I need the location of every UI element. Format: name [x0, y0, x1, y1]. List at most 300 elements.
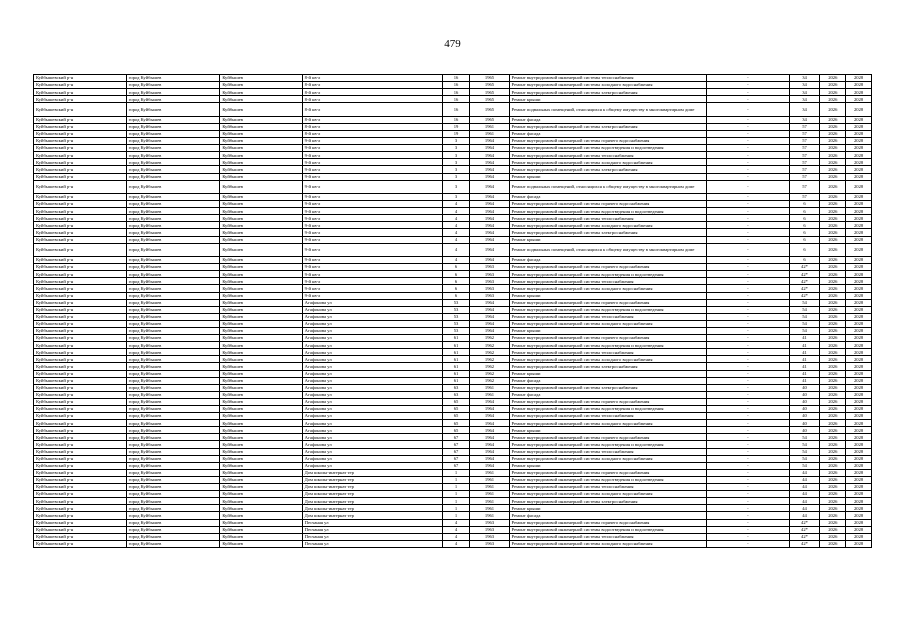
build-year-cell: 1963	[470, 533, 509, 540]
dash-cell: -	[707, 349, 789, 356]
work-type-cell: Ремонт внутридомовой инженерной системы электроснабжения	[509, 363, 707, 370]
locality-cell: город Куйбышев	[126, 96, 220, 103]
street-cell: Дом школы-интернат тер	[302, 484, 442, 491]
work-type-cell: Ремонт внутридомовой инженерной системы холодного водоснабжения	[509, 356, 707, 363]
value-cell: 54	[789, 462, 820, 469]
city-cell: Куйбышев	[220, 292, 302, 299]
locality-cell: город Куйбышев	[126, 116, 220, 123]
house-number-cell: 1	[442, 512, 470, 519]
table-row	[34, 208, 872, 215]
work-type-cell: Ремонт крыши	[509, 370, 707, 377]
locality-cell: город Куйбышев	[126, 313, 220, 320]
city-cell: Куйбышев	[220, 194, 302, 201]
build-year-cell: 1961	[470, 469, 509, 476]
end-year-cell: 2028	[846, 82, 872, 89]
locality-cell: город Куйбышев	[126, 434, 220, 441]
value-cell: 54	[789, 448, 820, 455]
city-cell: Куйбышев	[220, 313, 302, 320]
dash-cell: -	[707, 299, 789, 306]
district-cell: Куйбышевский р-н	[34, 299, 127, 306]
value-cell: 41	[789, 377, 820, 384]
street-cell: 9-й кв-л	[302, 201, 442, 208]
district-cell: Куйбышевский р-н	[34, 215, 127, 222]
end-year-cell: 2028	[846, 229, 872, 236]
city-cell: Куйбышев	[220, 327, 302, 334]
city-cell: Куйбышев	[220, 201, 302, 208]
house-number-cell: 4	[442, 201, 470, 208]
work-type-cell: Ремонт внутридомовой инженерной системы теплоснабжения	[509, 215, 707, 222]
work-type-cell: Ремонт внутридомовой инженерной системы горячего водоснабжения	[509, 398, 707, 405]
start-year-cell: 2026	[820, 342, 846, 349]
value-cell: 41	[789, 363, 820, 370]
dash-cell: -	[707, 526, 789, 533]
work-type-cell: Ремонт внутридомовой инженерной системы водоотведения и водоотведения	[509, 271, 707, 278]
city-cell: Куйбышев	[220, 236, 302, 243]
end-year-cell: 2028	[846, 166, 872, 173]
dash-cell: -	[707, 166, 789, 173]
value-cell: 57	[789, 138, 820, 145]
city-cell: Куйбышев	[220, 512, 302, 519]
district-cell: Куйбышевский р-н	[34, 257, 127, 264]
table-row	[34, 215, 872, 222]
end-year-cell: 2028	[846, 512, 872, 519]
start-year-cell: 2026	[820, 363, 846, 370]
locality-cell: город Куйбышев	[126, 398, 220, 405]
locality-cell: город Куйбышев	[126, 420, 220, 427]
value-cell: 6	[789, 201, 820, 208]
street-cell: Агафонова ул	[302, 413, 442, 420]
house-number-cell: 67	[442, 448, 470, 455]
end-year-cell: 2028	[846, 278, 872, 285]
city-cell: Куйбышев	[220, 222, 302, 229]
value-cell: 34	[789, 116, 820, 123]
start-year-cell: 2026	[820, 222, 846, 229]
dash-cell: -	[707, 103, 789, 116]
work-type-cell: Ремонт подвальных помещений, относящихся к общему имуществу в многоквартирном доме	[509, 103, 707, 116]
street-cell: 8-й кв-л	[302, 96, 442, 103]
value-cell: 42*	[789, 292, 820, 299]
dash-cell: -	[707, 313, 789, 320]
table-row	[34, 448, 872, 455]
end-year-cell: 2028	[846, 391, 872, 398]
work-type-cell: Ремонт внутридомовой инженерной системы теплоснабжения	[509, 349, 707, 356]
house-number-cell: 61	[442, 370, 470, 377]
locality-cell: город Куйбышев	[126, 349, 220, 356]
start-year-cell: 2026	[820, 313, 846, 320]
district-cell: Куйбышевский р-н	[34, 469, 127, 476]
house-number-cell: 63	[442, 384, 470, 391]
district-cell: Куйбышевский р-н	[34, 441, 127, 448]
start-year-cell: 2026	[820, 349, 846, 356]
table-row	[34, 377, 872, 384]
table-row	[34, 441, 872, 448]
end-year-cell: 2028	[846, 491, 872, 498]
locality-cell: город Куйбышев	[126, 519, 220, 526]
build-year-cell: 1964	[470, 327, 509, 334]
end-year-cell: 2028	[846, 342, 872, 349]
city-cell: Куйбышев	[220, 356, 302, 363]
dash-cell: -	[707, 406, 789, 413]
house-number-cell: 4	[442, 229, 470, 236]
locality-cell: город Куйбышев	[126, 384, 220, 391]
street-cell: 9-й кв-л	[302, 152, 442, 159]
district-cell: Куйбышевский р-н	[34, 243, 127, 256]
table-row	[34, 299, 872, 306]
end-year-cell: 2028	[846, 271, 872, 278]
work-type-cell: Ремонт фасада	[509, 116, 707, 123]
work-type-cell: Ремонт фасада	[509, 130, 707, 137]
city-cell: Куйбышев	[220, 278, 302, 285]
build-year-cell: 1964	[470, 152, 509, 159]
district-cell: Куйбышевский р-н	[34, 201, 127, 208]
street-cell: Агафонова ул	[302, 377, 442, 384]
table-row	[34, 180, 872, 193]
build-year-cell: 1965	[470, 89, 509, 96]
build-year-cell: 1963	[470, 519, 509, 526]
value-cell: 57	[789, 194, 820, 201]
dash-cell: -	[707, 413, 789, 420]
start-year-cell: 2026	[820, 484, 846, 491]
start-year-cell: 2026	[820, 491, 846, 498]
house-number-cell: 3	[442, 159, 470, 166]
locality-cell: город Куйбышев	[126, 194, 220, 201]
value-cell: 41	[789, 370, 820, 377]
district-cell: Куйбышевский р-н	[34, 173, 127, 180]
start-year-cell: 2026	[820, 201, 846, 208]
end-year-cell: 2028	[846, 469, 872, 476]
district-cell: Куйбышевский р-н	[34, 491, 127, 498]
dash-cell: -	[707, 130, 789, 137]
house-number-cell: 3	[442, 173, 470, 180]
street-cell: Агафонова ул	[302, 462, 442, 469]
dash-cell: -	[707, 116, 789, 123]
street-cell: Агафонова ул	[302, 434, 442, 441]
value-cell: 40	[789, 398, 820, 405]
value-cell: 57	[789, 159, 820, 166]
city-cell: Куйбышев	[220, 370, 302, 377]
table-row	[34, 491, 872, 498]
value-cell: 6	[789, 229, 820, 236]
house-number-cell: 3	[442, 138, 470, 145]
locality-cell: город Куйбышев	[126, 413, 220, 420]
build-year-cell: 1964	[470, 413, 509, 420]
dash-cell: -	[707, 82, 789, 89]
build-year-cell: 1964	[470, 427, 509, 434]
dash-cell: -	[707, 519, 789, 526]
start-year-cell: 2026	[820, 292, 846, 299]
end-year-cell: 2028	[846, 462, 872, 469]
start-year-cell: 2026	[820, 434, 846, 441]
city-cell: Куйбышев	[220, 498, 302, 505]
value-cell: 40	[789, 413, 820, 420]
house-number-cell: 3	[442, 145, 470, 152]
district-cell: Куйбышевский р-н	[34, 138, 127, 145]
locality-cell: город Куйбышев	[126, 229, 220, 236]
start-year-cell: 2026	[820, 138, 846, 145]
work-type-cell: Ремонт внутридомовой инженерной системы горячего водоснабжения	[509, 264, 707, 271]
value-cell: 54	[789, 313, 820, 320]
street-cell: Агафонова ул	[302, 299, 442, 306]
house-number-cell: 3	[442, 166, 470, 173]
start-year-cell: 2026	[820, 271, 846, 278]
street-cell: Дом школы-интернат тер	[302, 512, 442, 519]
house-number-cell: 53	[442, 306, 470, 313]
start-year-cell: 2026	[820, 519, 846, 526]
street-cell: Агафонова ул	[302, 313, 442, 320]
end-year-cell: 2028	[846, 398, 872, 405]
street-cell: Агафонова ул	[302, 349, 442, 356]
dash-cell: -	[707, 138, 789, 145]
work-type-cell: Ремонт крыши	[509, 327, 707, 334]
build-year-cell: 1964	[470, 398, 509, 405]
start-year-cell: 2026	[820, 455, 846, 462]
work-type-cell: Ремонт внутридомовой инженерной системы теплоснабжения	[509, 75, 707, 82]
value-cell: 34	[789, 96, 820, 103]
start-year-cell: 2026	[820, 427, 846, 434]
street-cell: Агафонова ул	[302, 398, 442, 405]
build-year-cell: 1961	[470, 498, 509, 505]
street-cell: 9-й кв-л	[302, 264, 442, 271]
locality-cell: город Куйбышев	[126, 406, 220, 413]
build-year-cell: 1964	[470, 462, 509, 469]
end-year-cell: 2028	[846, 159, 872, 166]
build-year-cell: 1961	[470, 476, 509, 483]
work-type-cell: Ремонт фасада	[509, 512, 707, 519]
start-year-cell: 2026	[820, 208, 846, 215]
value-cell: 44	[789, 484, 820, 491]
build-year-cell: 1964	[470, 455, 509, 462]
table-row	[34, 498, 872, 505]
work-type-cell: Ремонт внутридомовой инженерной системы горячего водоснабжения	[509, 201, 707, 208]
build-year-cell: 1963	[470, 285, 509, 292]
end-year-cell: 2028	[846, 377, 872, 384]
table-row	[34, 75, 872, 82]
locality-cell: город Куйбышев	[126, 222, 220, 229]
end-year-cell: 2028	[846, 327, 872, 334]
dash-cell: -	[707, 96, 789, 103]
value-cell: 44	[789, 491, 820, 498]
work-type-cell: Ремонт внутридомовой инженерной системы теплоснабжения	[509, 278, 707, 285]
page-number: 479	[444, 38, 461, 50]
locality-cell: город Куйбышев	[126, 533, 220, 540]
street-cell: 8-й кв-л	[302, 82, 442, 89]
table-row	[34, 123, 872, 130]
build-year-cell: 1964	[470, 173, 509, 180]
table-row	[34, 413, 872, 420]
start-year-cell: 2026	[820, 299, 846, 306]
end-year-cell: 2028	[846, 222, 872, 229]
locality-cell: город Куйбышев	[126, 342, 220, 349]
value-cell: 34	[789, 89, 820, 96]
end-year-cell: 2028	[846, 505, 872, 512]
house-number-cell: 67	[442, 441, 470, 448]
work-type-cell: Ремонт фасада	[509, 257, 707, 264]
value-cell: 40	[789, 391, 820, 398]
locality-cell: город Куйбышев	[126, 299, 220, 306]
dash-cell: -	[707, 145, 789, 152]
house-number-cell: 61	[442, 335, 470, 342]
district-cell: Куйбышевский р-н	[34, 484, 127, 491]
work-type-cell: Ремонт внутридомовой инженерной системы холодного водоснабжения	[509, 455, 707, 462]
house-number-cell: 6	[442, 285, 470, 292]
district-cell: Куйбышевский р-н	[34, 180, 127, 193]
end-year-cell: 2028	[846, 434, 872, 441]
district-cell: Куйбышевский р-н	[34, 384, 127, 391]
district-cell: Куйбышевский р-н	[34, 194, 127, 201]
district-cell: Куйбышевский р-н	[34, 264, 127, 271]
locality-cell: город Куйбышев	[126, 130, 220, 137]
locality-cell: город Куйбышев	[126, 484, 220, 491]
build-year-cell: 1963	[470, 292, 509, 299]
dash-cell: -	[707, 476, 789, 483]
value-cell: 34	[789, 82, 820, 89]
end-year-cell: 2028	[846, 215, 872, 222]
end-year-cell: 2028	[846, 130, 872, 137]
work-type-cell: Ремонт внутридомовой инженерной системы электроснабжения	[509, 89, 707, 96]
value-cell: 57	[789, 145, 820, 152]
locality-cell: город Куйбышев	[126, 166, 220, 173]
end-year-cell: 2028	[846, 476, 872, 483]
city-cell: Куйбышев	[220, 320, 302, 327]
house-number-cell: 16	[442, 96, 470, 103]
street-cell: 8-й кв-л	[302, 89, 442, 96]
value-cell: 41	[789, 335, 820, 342]
table-row	[34, 384, 872, 391]
district-cell: Куйбышевский р-н	[34, 103, 127, 116]
locality-cell: город Куйбышев	[126, 540, 220, 547]
table-row	[34, 278, 872, 285]
end-year-cell: 2028	[846, 448, 872, 455]
locality-cell: город Куйбышев	[126, 138, 220, 145]
dash-cell: -	[707, 533, 789, 540]
house-number-cell: 3	[442, 152, 470, 159]
start-year-cell: 2026	[820, 420, 846, 427]
work-type-cell: Ремонт крыши	[509, 427, 707, 434]
start-year-cell: 2026	[820, 285, 846, 292]
value-cell: 34	[789, 103, 820, 116]
district-cell: Куйбышевский р-н	[34, 413, 127, 420]
work-type-cell: Ремонт внутридомовой инженерной системы водоотведения и водоотведения	[509, 406, 707, 413]
house-number-cell: 65	[442, 427, 470, 434]
dash-cell: -	[707, 257, 789, 264]
start-year-cell: 2026	[820, 180, 846, 193]
street-cell: 9-й кв-л	[302, 236, 442, 243]
house-number-cell: 16	[442, 82, 470, 89]
street-cell: 9-й кв-л	[302, 194, 442, 201]
house-number-cell: 19	[442, 130, 470, 137]
table-row	[34, 356, 872, 363]
end-year-cell: 2028	[846, 533, 872, 540]
build-year-cell: 1962	[470, 335, 509, 342]
build-year-cell: 1964	[470, 166, 509, 173]
build-year-cell: 1963	[470, 526, 509, 533]
district-cell: Куйбышевский р-н	[34, 75, 127, 82]
dash-cell: -	[707, 243, 789, 256]
dash-cell: -	[707, 512, 789, 519]
build-year-cell: 1964	[470, 180, 509, 193]
build-year-cell: 1964	[470, 145, 509, 152]
start-year-cell: 2026	[820, 448, 846, 455]
district-cell: Куйбышевский р-н	[34, 123, 127, 130]
house-number-cell: 3	[442, 180, 470, 193]
value-cell: 41	[789, 356, 820, 363]
locality-cell: город Куйбышев	[126, 391, 220, 398]
start-year-cell: 2026	[820, 370, 846, 377]
dash-cell: -	[707, 498, 789, 505]
build-year-cell: 1964	[470, 299, 509, 306]
build-year-cell: 1963	[470, 264, 509, 271]
street-cell: Песчаная ул	[302, 533, 442, 540]
start-year-cell: 2026	[820, 327, 846, 334]
street-cell: Агафонова ул	[302, 420, 442, 427]
build-year-cell: 1964	[470, 243, 509, 256]
city-cell: Куйбышев	[220, 384, 302, 391]
city-cell: Куйбышев	[220, 116, 302, 123]
build-year-cell: 1965	[470, 82, 509, 89]
dash-cell: -	[707, 455, 789, 462]
end-year-cell: 2028	[846, 384, 872, 391]
city-cell: Куйбышев	[220, 271, 302, 278]
dash-cell: -	[707, 173, 789, 180]
street-cell: Агафонова ул	[302, 363, 442, 370]
city-cell: Куйбышев	[220, 75, 302, 82]
table-row	[34, 505, 872, 512]
district-cell: Куйбышевский р-н	[34, 327, 127, 334]
value-cell: 57	[789, 152, 820, 159]
work-type-cell: Ремонт внутридомовой инженерной системы водоотведения и водоотведения	[509, 476, 707, 483]
city-cell: Куйбышев	[220, 243, 302, 256]
work-type-cell: Ремонт внутридомовой инженерной системы холодного водоснабжения	[509, 82, 707, 89]
street-cell: Агафонова ул	[302, 320, 442, 327]
value-cell: 40	[789, 384, 820, 391]
work-type-cell: Ремонт крыши	[509, 236, 707, 243]
street-cell: 9-й кв-л	[302, 173, 442, 180]
end-year-cell: 2028	[846, 194, 872, 201]
value-cell: 54	[789, 455, 820, 462]
table-row	[34, 271, 872, 278]
locality-cell: город Куйбышев	[126, 448, 220, 455]
dash-cell: -	[707, 540, 789, 547]
build-year-cell: 1964	[470, 201, 509, 208]
street-cell: 8-й кв-л	[302, 123, 442, 130]
work-type-cell: Ремонт крыши	[509, 292, 707, 299]
value-cell: 44	[789, 505, 820, 512]
value-cell: 34	[789, 75, 820, 82]
district-cell: Куйбышевский р-н	[34, 229, 127, 236]
district-cell: Куйбышевский р-н	[34, 320, 127, 327]
value-cell: 42*	[789, 285, 820, 292]
table-row	[34, 89, 872, 96]
start-year-cell: 2026	[820, 512, 846, 519]
start-year-cell: 2026	[820, 278, 846, 285]
dash-cell: -	[707, 152, 789, 159]
build-year-cell: 1964	[470, 434, 509, 441]
street-cell: 9-й кв-л	[302, 215, 442, 222]
build-year-cell: 1964	[470, 448, 509, 455]
dash-cell: -	[707, 180, 789, 193]
end-year-cell: 2028	[846, 540, 872, 547]
district-cell: Куйбышевский р-н	[34, 476, 127, 483]
house-number-cell: 65	[442, 398, 470, 405]
work-type-cell: Ремонт внутридомовой инженерной системы горячего водоснабжения	[509, 138, 707, 145]
build-year-cell: 1964	[470, 236, 509, 243]
start-year-cell: 2026	[820, 320, 846, 327]
street-cell: 9-й кв-л	[302, 208, 442, 215]
dash-cell: -	[707, 484, 789, 491]
start-year-cell: 2026	[820, 130, 846, 137]
work-type-cell: Ремонт внутридомовой инженерной системы теплоснабжения	[509, 413, 707, 420]
district-cell: Куйбышевский р-н	[34, 512, 127, 519]
